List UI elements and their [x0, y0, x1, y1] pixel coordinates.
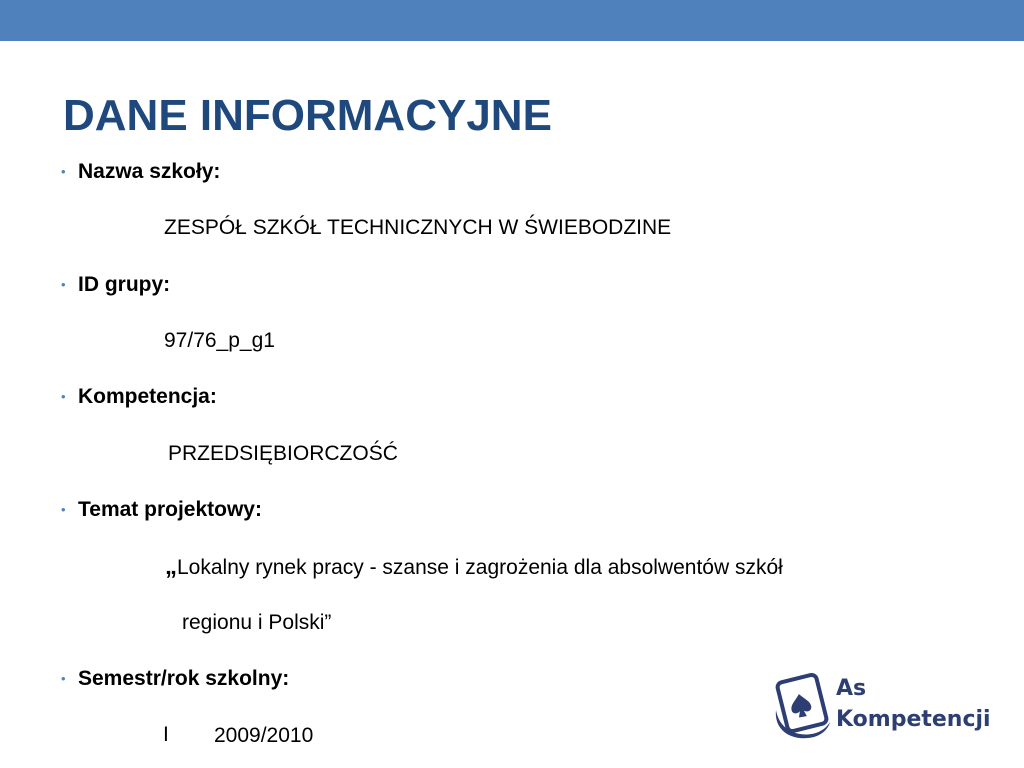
logo-line2: Kompetencji: [836, 707, 991, 732]
opening-quote: „: [165, 553, 177, 580]
value-semester: I: [163, 723, 169, 746]
as-kompetencji-logo: [768, 670, 998, 744]
value-school-year: 2009/2010: [214, 724, 314, 747]
bullet-icon: •: [61, 164, 66, 179]
value-competence: PRZEDSIĘBIORCZOŚĆ: [168, 442, 398, 465]
bullet-icon: •: [61, 671, 66, 686]
top-accent-bar: [0, 0, 1024, 41]
label-school-name: Nazwa szkoły:: [78, 160, 221, 183]
label-competence: Kompetencja:: [78, 385, 217, 408]
value-group-id: 97/76_p_g1: [164, 329, 275, 352]
logo-line1: As: [836, 676, 867, 701]
bullet-icon: •: [61, 277, 66, 292]
slide-title: DANE INFORMACYJNE: [63, 91, 552, 140]
value-school-name: ZESPÓŁ SZKÓŁ TECHNICZNYCH W ŚWIEBODZINE: [164, 216, 672, 239]
label-project-topic: Temat projektowy:: [78, 498, 262, 521]
value-project-topic-line1: [165, 554, 783, 581]
label-semester-year: Semestr/rok szkolny:: [78, 667, 290, 690]
value-project-topic-line2: regionu i Polski”: [182, 611, 332, 634]
project-topic-text: Lokalny rynek pracy - szanse i zagrożenia dla absolwentów szkół: [177, 556, 783, 579]
bullet-icon: •: [61, 502, 66, 517]
spade-icon: [768, 670, 834, 744]
label-group-id: ID grupy:: [78, 273, 171, 296]
bullet-icon: •: [61, 389, 66, 404]
